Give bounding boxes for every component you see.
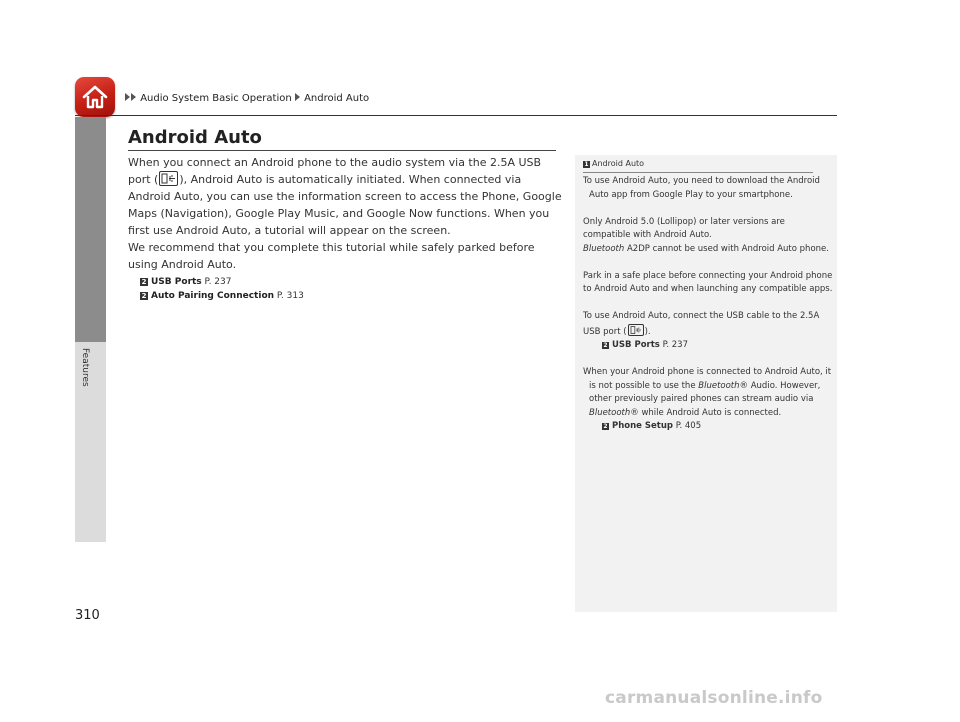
cross-reference-arrow-icon: 2 bbox=[603, 423, 608, 430]
breadcrumb-arrow-icon bbox=[131, 93, 136, 101]
sidebar-divider bbox=[583, 172, 813, 173]
cross-reference-list bbox=[128, 275, 562, 303]
sidebar-p3: Park in a safe place before connecting your Android phone to Android Auto and when launching any compatible apps. bbox=[583, 270, 833, 294]
xref-usb-ports[interactable]: 2 USB Ports P. 237 bbox=[141, 277, 232, 287]
page-number: 310 bbox=[75, 608, 100, 623]
breadcrumb-item-android-auto[interactable]: Android Auto bbox=[304, 93, 370, 104]
home-button[interactable] bbox=[75, 77, 115, 117]
page-title: Android Auto bbox=[128, 127, 262, 148]
sidebar-header: 1 Android Auto bbox=[584, 159, 645, 168]
home-icon bbox=[81, 84, 109, 110]
sidebar-p4: To use Android Auto, connect the USB cable to the 2.5A USB port ( ). bbox=[583, 311, 820, 337]
watermark: carmanualsonline.info bbox=[605, 688, 823, 708]
breadcrumb-item-audio-system[interactable]: Audio System Basic Operation bbox=[140, 93, 292, 104]
recommend-paragraph: We recommend that you complete this tutorial while safely parked before using Android Auto. bbox=[128, 241, 535, 271]
usb-port-icon bbox=[159, 171, 178, 186]
main-body bbox=[128, 154, 562, 303]
sidebar-p1: To use Android Auto, you need to download the Android Auto app from Google Play to your smartphone. bbox=[583, 176, 820, 200]
cross-reference-arrow-icon: 2 bbox=[141, 292, 147, 300]
sidebar-note bbox=[575, 155, 837, 612]
title-divider bbox=[128, 150, 556, 151]
note-marker-icon: 1 bbox=[584, 161, 589, 168]
breadcrumb-arrow-icon bbox=[125, 93, 130, 101]
side-tab-marker bbox=[75, 117, 106, 342]
sidebar-xref-usb-ports[interactable]: 2 USB Ports P. 237 bbox=[603, 340, 688, 350]
xref-auto-pairing[interactable]: 2 Auto Pairing Connection P. 313 bbox=[141, 291, 304, 301]
intro-paragraph: When you connect an Android phone to the audio system via the 2.5A USB port ( ), Android Auto is automatically initiated. When connected via Android Auto, you can use the information screen to access the Phone, Google Maps (Navigation), Google Play Music, and Google Now functions. When you first use Android Auto, a tutorial will appear on the screen. bbox=[128, 156, 562, 237]
sidebar-xref-phone-setup[interactable]: 2 Phone Setup P. 405 bbox=[603, 421, 702, 431]
cross-reference-arrow-icon: 2 bbox=[603, 342, 608, 349]
side-tab-label: Features bbox=[80, 348, 90, 387]
sidebar-body bbox=[583, 175, 833, 434]
sidebar-p5: When your Android phone is connected to Android Auto, it is not possible to use the Bluetooth® Audio. However, other previously paired phones can stream audio via Bluetooth® while Android Auto is connected. bbox=[583, 367, 832, 418]
breadcrumb bbox=[125, 93, 369, 104]
sidebar-p2: Only Android 5.0 (Lollipop) or later versions are compatible with Android Auto. Bluetooth A2DP cannot be used with Android Auto phone. bbox=[583, 216, 829, 254]
cross-reference-arrow-icon: 2 bbox=[141, 278, 147, 286]
header-divider bbox=[75, 115, 837, 116]
usb-port-icon bbox=[628, 324, 644, 336]
breadcrumb-arrow-icon bbox=[295, 93, 300, 101]
